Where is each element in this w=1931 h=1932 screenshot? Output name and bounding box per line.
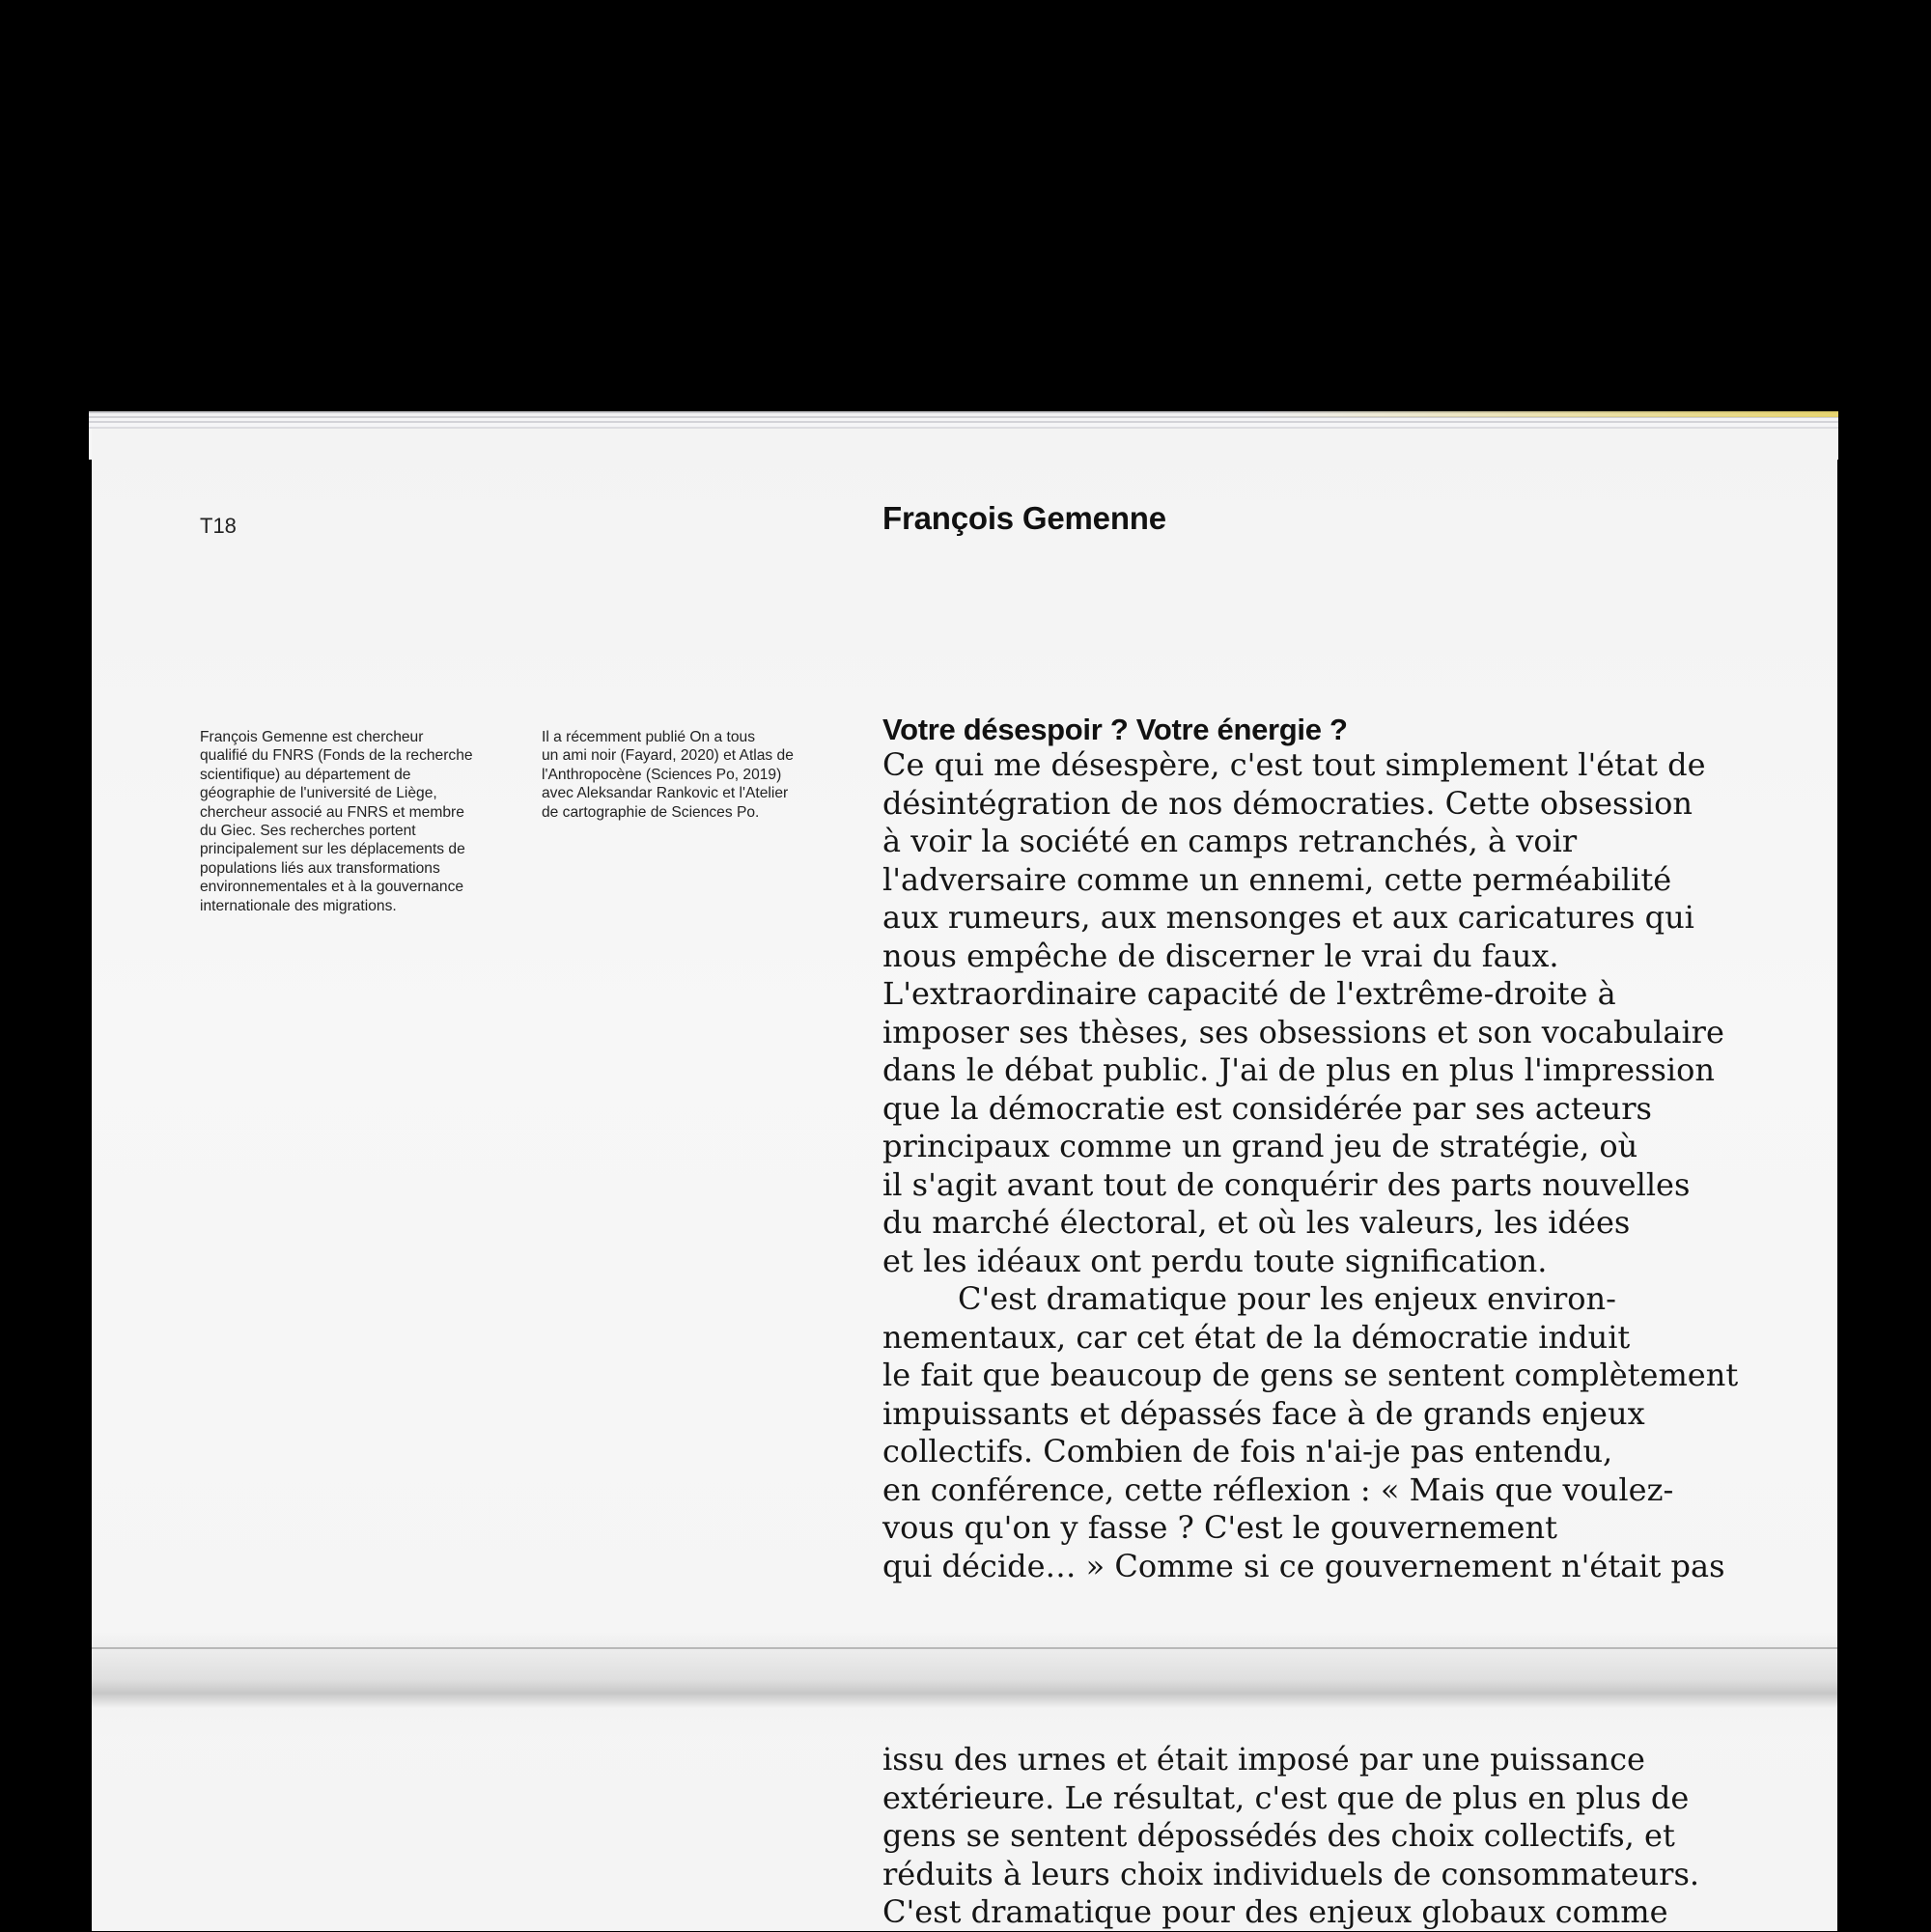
bio-column-1 (200, 728, 518, 915)
bio-line: géographie de l'université de Liège, (200, 785, 437, 802)
text-line: L'extraordinaire capacité de l'extrême-droite à (882, 975, 1616, 1012)
text-line: C'est dramatique pour des enjeux globaux comme (882, 1893, 1668, 1930)
page-edge-tint (1255, 411, 1838, 417)
text-line: extérieure. Le résultat, c'est que de plus en plus de (882, 1778, 1690, 1816)
bio-line: du Giec. Ses recherches portent (200, 823, 416, 840)
text-line: le fait que beaucoup de gens se sentent complètement (882, 1357, 1739, 1393)
bio-column-2 (542, 728, 851, 822)
text-line: Ce qui me désespère, c'est tout simplement l'état de (882, 746, 1706, 783)
text-line: réduits à leurs choix individuels de consommateurs. (882, 1855, 1700, 1892)
section-title: Votre désespoir ? Votre énergie ? (882, 713, 1348, 746)
text-line: et les idéaux ont perdu toute signification. (882, 1242, 1548, 1279)
text-line: en conférence, cette réflexion : « Mais que voulez- (882, 1470, 1674, 1508)
text-line: collectifs. Combien de fois n'ai-je pas entendu, (882, 1433, 1613, 1470)
text-line: à voir la société en camps retranchés, à voir (882, 823, 1578, 859)
text-line: impuissants et dépassés face à de grands enjeux (882, 1394, 1645, 1432)
bio-line: un ami noir (Fayard, 2020) et Atlas de (542, 747, 794, 765)
text-line: l'adversaire comme un ennemi, cette perméabilité (882, 860, 1672, 898)
text-line: qui décide… » Comme si ce gouvernement n'était pas (882, 1547, 1725, 1584)
text-line: C'est dramatique pour les enjeux environ- (958, 1280, 1616, 1317)
text-line: gens se sentent dépossédés des choix collectifs, et (882, 1817, 1675, 1854)
text-line: il s'agit avant tout de conquérir des parts nouvelles (882, 1165, 1691, 1203)
body-text-upper (882, 746, 1809, 1585)
text-line: nous empêche de discerner le vrai du faux. (882, 937, 1559, 974)
text-line: désintégration de nos démocraties. Cette obsession (882, 784, 1693, 822)
bio-line: populations liés aux transformations (200, 859, 440, 877)
bio-line: qualifié du FNRS (Fonds de la recherche (200, 747, 473, 765)
text-line: imposer ses thèses, ses obsessions et son vocabulaire (882, 1013, 1724, 1050)
bio-line: environnementales et à la gouvernance (200, 879, 464, 896)
bio-line: chercheur associé au FNRS et membre (200, 803, 464, 821)
text-line: aux rumeurs, aux mensonges et aux caricatures qui (882, 899, 1694, 936)
text-line: que la démocratie est considérée par ses acteurs (882, 1089, 1652, 1127)
bio-line: Il a récemment publié On a tous (542, 729, 756, 745)
bio-line: principalement sur les déplacements de (200, 841, 465, 858)
bio-line: l'Anthropocène (Sciences Po, 2019) (542, 766, 782, 783)
text-line: du marché électoral, et où les valeurs, les idées (882, 1204, 1631, 1241)
page-fold-line (92, 1647, 1837, 1649)
text-line: issu des urnes et était imposé par une puissance (882, 1741, 1645, 1778)
bio-line: de cartographie de Sciences Po. (542, 803, 760, 821)
bio-line: internationale des migrations. (200, 897, 397, 914)
bio-line: avec Aleksandar Rankovic et l'Atelier (542, 785, 789, 802)
author-heading: François Gemenne (882, 500, 1166, 536)
text-line: principaux comme un grand jeu de stratégie, où (882, 1128, 1638, 1164)
page-number: T18 (200, 514, 237, 538)
text-line: nementaux, car cet état de la démocratie induit (882, 1318, 1631, 1356)
text-line: dans le débat public. J'ai de plus en plus l'impression (882, 1051, 1715, 1088)
bio-line: scientifique) au département de (200, 766, 411, 783)
body-text-lower (882, 1741, 1809, 1932)
text-line: vous qu'on y fasse ? C'est le gouvernement (882, 1509, 1557, 1546)
bio-line: François Gemenne est chercheur (200, 729, 424, 745)
